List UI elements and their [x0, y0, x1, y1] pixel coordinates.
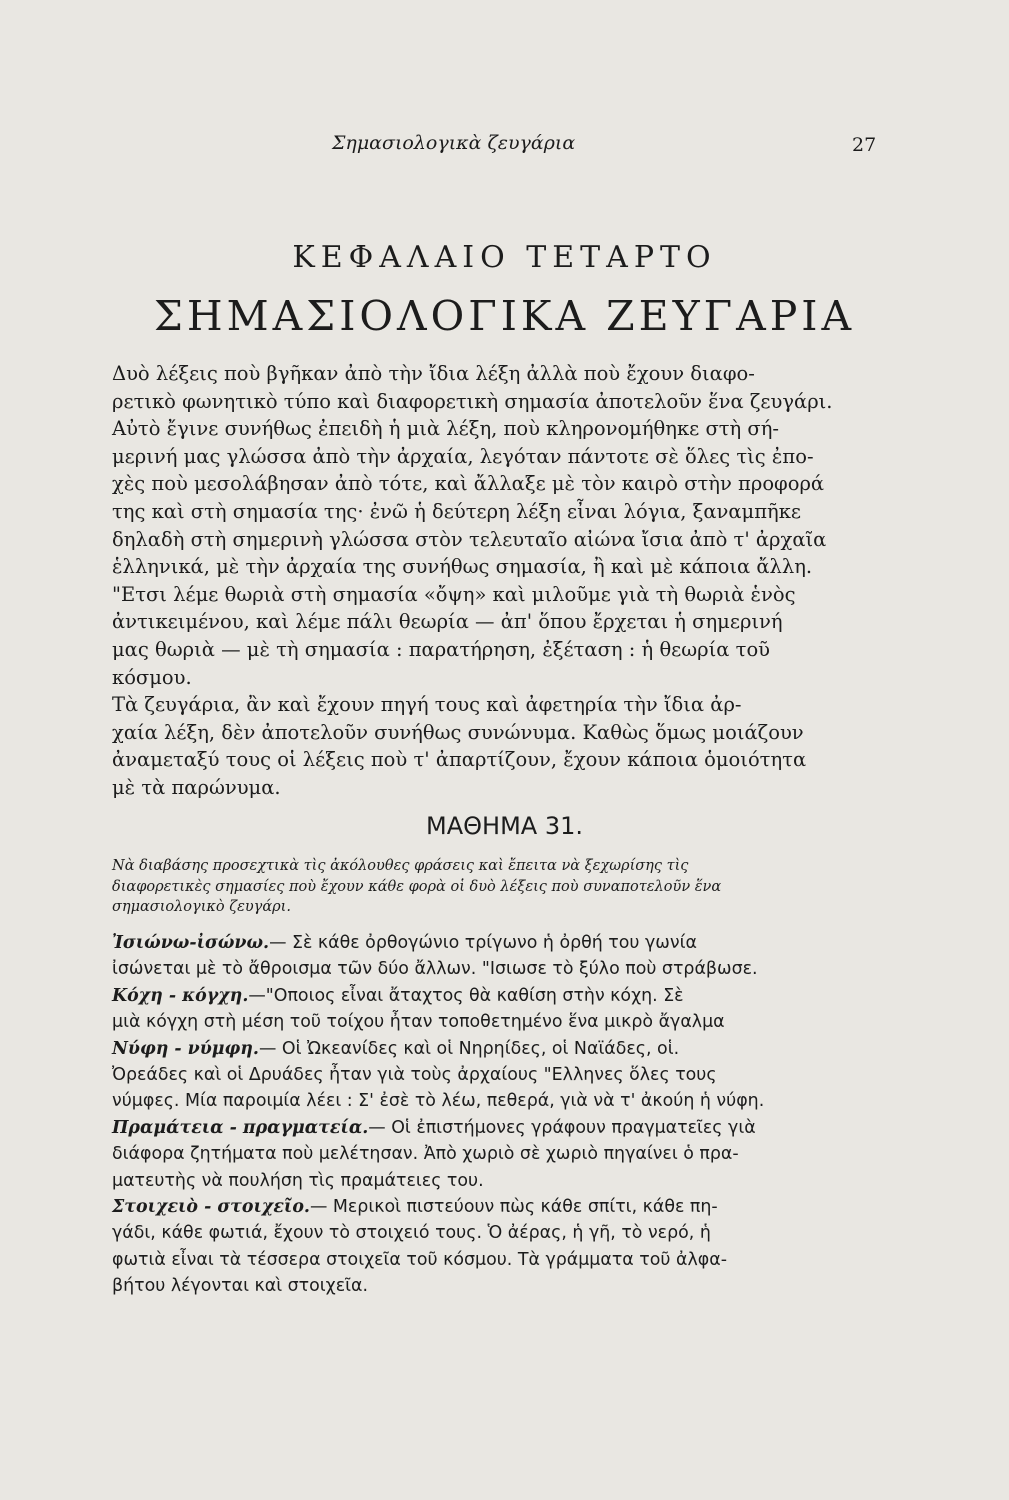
entry-text: — Σὲ κάθε ὀρθογώνιο τρίγωνο ἡ ὀρθή του γωνία ἰσώνεται μὲ τὸ ἄθροισμα τῶν δύο ἄλλων. "Ισιωσε τὸ ξύλο ποὺ στράβωσε.: [112, 933, 758, 980]
entry-headword: Στοιχειὸ - στοιχεῖο.: [112, 1197, 310, 1218]
intro-paragraph: Δυὸ λέξεις ποὺ βγῆκαν ἀπὸ τὴν ἴδια λέξη ἀλλὰ ποὺ ἔχουν διαφο- ρετικὸ φωνητικὸ τύπο καὶ διαφορετικὴ σημασία ἀποτελοῦν ἕνα ζευγάρι. Αὐτὸ ἔγινε συνήθως ἐπειδὴ ἡ μιὰ λέξη, ποὺ κληρονομήθηκε στὴ σή- μερινή μας γλώσσα ἀπὸ τὴν ἀρχαία, λεγόταν πάντοτε σὲ ὅλες τὶς ἐπο- χὲς ποὺ μεσολάβησαν ἀπὸ τότε, καὶ ἄλλαξε μὲ τὸν καιρὸ στὴν προφορά της καὶ στὴ σημασία της· ἐνῶ ἡ δεύτερη λέξη εἶναι λόγια, ξαναμπῆκε δηλαδὴ στὴ σημερινὴ γλώσσα στὸν τελευταῖο αἰώνα ἴσια ἀπὸ τ' ἀρχαῖα ἑλληνικά, μὲ τὴν ἀρχαία της συνήθως σημασία, ἢ καὶ μὲ κάποια ἄλλη. "Ετσι λέμε θωριὰ στὴ σημασία «ὄψη» καὶ μιλοῦμε γιὰ τὴ θωριὰ ἑνὸς ἀντικειμένου, καὶ λέμε πάλι θεωρία — ἀπ' ὅπου ἔρχεται ἡ σημερινή μας θωριὰ — μὲ τὴ σημασία : παρατήρηση, ἐξέταση : ἡ θεωρία τοῦ κόσμου. Τὰ ζευγάρια, ἂν καὶ ἔχουν πηγή τους καὶ ἀφετηρία τὴν ἴδια ἀρ- χαία λέξη, δὲν ἀποτελοῦν συνήθως συνώνυμα. Καθὼς ὅμως μοιάζουν ἀναμεταξύ τους οἱ λέξεις ποὺ τ' ἀπαρτίζουν, ἔχουν κάποια ὁμοιότητα μὲ τὰ παρώνυμα.: [112, 362, 833, 799]
word-pair-entry: [112, 930, 866, 983]
chapter-title: ΣΗΜΑΣΙΟΛΟΓΙΚΑ ΖΕΥΓΑΡΙΑ: [153, 292, 856, 340]
entry-text: — Οἱ Ὠκεανίδες καὶ οἱ Νηρηίδες, οἱ Ναϊάδες, οἱ. Ὀρεάδες καὶ οἱ Δρυάδες ἦταν γιὰ τοὺς ἀρχαίους "Ελληνες ὅλες τους νύμφες. Μία παροιμία λέει : Σ' ἐσὲ τὸ λέω, πεθερά, γιὰ νὰ τ' ἀκούη ἡ νύφη.: [112, 1038, 765, 1112]
entry-headword: Νύφη - νύμφη.: [112, 1038, 259, 1059]
word-pair-entry: [112, 1115, 866, 1194]
lesson-instructions: Νὰ διαβάσης προσεχτικὰ τὶς ἀκόλουθες φράσεις καὶ ἔπειτα νὰ ξεχωρίσης τὶς διαφορετικὲς σημασίες ποὺ ἔχουν κάθε φορὰ οἱ δυὸ λέξεις ποὺ συναποτελοῦν ἕνα σημασιολογικὸ ζευγάρι.: [112, 858, 722, 915]
entry-text: — Μερικοὶ πιστεύουν πὼς κάθε σπίτι, κάθε πη- γάδι, κάθε φωτιά, ἔχουν τὸ στοιχειό τους. Ὁ ἀέρας, ἡ γῆ, τὸ νερό, ἡ φωτιὰ εἶναι τὰ τέσσερα στοιχεῖα τοῦ κόσμου. Τὰ γράμματα τοῦ ἀλφα- βήτου λέγονται καὶ στοιχεῖα.: [112, 1197, 727, 1297]
word-pair-entry: [112, 983, 866, 1036]
entry-text: — Οἱ ἐπιστήμονες γράφουν πραγματεῖες γιὰ διάφορα ζητήματα ποὺ μελέτησαν. Ἀπὸ χωριὸ σὲ χωριὸ πηγαίνει ὁ πρα- ματευτὴς νὰ πουλήση τὶς πραμάτειες του.: [112, 1117, 756, 1191]
entry-headword: Πραμάτεια - πραγματεία.: [112, 1117, 369, 1138]
entry-headword: Ἰσιώνω-ἰσώνω.: [112, 933, 270, 953]
lesson-title: ΜΑΘΗΜΑ 31.: [426, 812, 583, 840]
page-number: 27: [852, 134, 877, 156]
word-pair-list: [112, 930, 866, 1300]
entry-headword: Κόχη - κόγχη.: [112, 985, 249, 1006]
chapter-label: ΚΕΦΑΛΑΙΟ ΤΕΤΑΡΤΟ: [292, 240, 717, 275]
word-pair-entry: [112, 1194, 866, 1300]
entry-text: —"Οποιος εἶναι ἄταχτος θὰ καθίση στὴν κόχη. Σὲ μιὰ κόγχη στὴ μέση τοῦ τοίχου ἦταν τοποθετημένο ἕνα μικρὸ ἄγαλμα: [112, 985, 725, 1033]
running-head-title: Σημασιολογικὰ ζευγάρια: [332, 132, 576, 154]
word-pair-entry: [112, 1036, 866, 1115]
running-head: [0, 128, 1009, 158]
